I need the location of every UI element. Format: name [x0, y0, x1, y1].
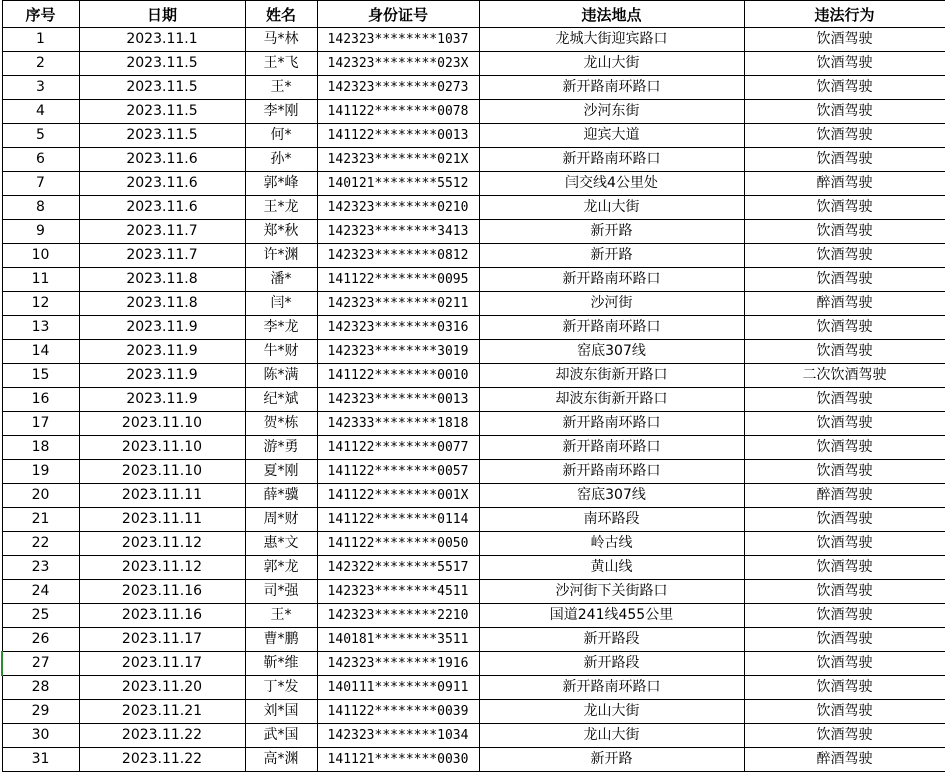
cell-location: 新开路	[479, 748, 744, 772]
cell-violation: 饮酒驾驶	[744, 724, 945, 748]
cell-location: 窑底307线	[479, 340, 744, 364]
cell-violation: 饮酒驾驶	[744, 700, 945, 724]
table-row	[2, 316, 945, 340]
cell-date: 2023.11.10	[79, 412, 245, 436]
cell-violation: 饮酒驾驶	[744, 268, 945, 292]
header-cell-index: 序号	[2, 1, 79, 28]
header-row	[2, 1, 945, 28]
cell-id-number: 141122********0050	[317, 532, 479, 556]
cell-index: 11	[2, 268, 79, 292]
cell-id-number: 142323********0211	[317, 292, 479, 316]
cell-index: 26	[2, 628, 79, 652]
cell-violation: 饮酒驾驶	[744, 220, 945, 244]
cell-violation: 饮酒驾驶	[744, 148, 945, 172]
cell-index: 8	[2, 196, 79, 220]
cell-id-number: 141122********0010	[317, 364, 479, 388]
cell-id-number: 141122********0057	[317, 460, 479, 484]
cell-violation: 饮酒驾驶	[744, 604, 945, 628]
table-row	[2, 220, 945, 244]
cell-date: 2023.11.5	[79, 76, 245, 100]
table-row	[2, 244, 945, 268]
table-row	[2, 556, 945, 580]
cell-name: 孙*	[245, 148, 317, 172]
cell-location: 龙山大街	[479, 724, 744, 748]
cell-violation: 饮酒驾驶	[744, 652, 945, 676]
table-row	[2, 172, 945, 196]
cell-location: 龙山大街	[479, 196, 744, 220]
cell-index: 28	[2, 676, 79, 700]
cell-id-number: 142333********1818	[317, 412, 479, 436]
cell-name: 许*渊	[245, 244, 317, 268]
cell-name: 马*林	[245, 28, 317, 52]
cell-date: 2023.11.21	[79, 700, 245, 724]
cell-violation: 饮酒驾驶	[744, 316, 945, 340]
cell-location: 新开路段	[479, 628, 744, 652]
header-cell-violation: 违法行为	[744, 1, 945, 28]
cell-name: 郑*秋	[245, 220, 317, 244]
cell-index: 6	[2, 148, 79, 172]
cell-id-number: 141122********0078	[317, 100, 479, 124]
cell-id-number: 142323********2210	[317, 604, 479, 628]
table-row	[2, 580, 945, 604]
header-cell-location: 违法地点	[479, 1, 744, 28]
cell-location: 新开路	[479, 220, 744, 244]
header-cell-name: 姓名	[245, 1, 317, 28]
cell-id-number: 142323********0210	[317, 196, 479, 220]
cell-violation: 醉酒驾驶	[744, 748, 945, 772]
cell-location: 新开路南环路口	[479, 436, 744, 460]
table-row	[2, 292, 945, 316]
table-row	[2, 124, 945, 148]
cell-violation: 饮酒驾驶	[744, 340, 945, 364]
cell-location: 窑底307线	[479, 484, 744, 508]
cell-date: 2023.11.6	[79, 172, 245, 196]
cell-date: 2023.11.10	[79, 436, 245, 460]
cell-id-number: 141122********0095	[317, 268, 479, 292]
cell-location: 新开路南环路口	[479, 316, 744, 340]
cell-date: 2023.11.22	[79, 748, 245, 772]
cell-id-number: 142323********023X	[317, 52, 479, 76]
cell-name: 王*龙	[245, 196, 317, 220]
cell-name: 刘*国	[245, 700, 317, 724]
cell-id-number: 141122********001X	[317, 484, 479, 508]
cell-name: 李*刚	[245, 100, 317, 124]
cell-violation: 饮酒驾驶	[744, 628, 945, 652]
cell-violation: 饮酒驾驶	[744, 508, 945, 532]
header-cell-date: 日期	[79, 1, 245, 28]
cell-violation: 饮酒驾驶	[744, 556, 945, 580]
table-row	[2, 28, 945, 52]
cell-index: 17	[2, 412, 79, 436]
cell-index: 1	[2, 28, 79, 52]
cell-date: 2023.11.20	[79, 676, 245, 700]
cell-violation: 饮酒驾驶	[744, 532, 945, 556]
table-row	[2, 388, 945, 412]
cell-id-number: 141122********0077	[317, 436, 479, 460]
cell-violation: 饮酒驾驶	[744, 412, 945, 436]
cell-violation: 饮酒驾驶	[744, 244, 945, 268]
cell-violation: 二次饮酒驾驶	[744, 364, 945, 388]
cell-name: 游*勇	[245, 436, 317, 460]
table-row	[2, 340, 945, 364]
cell-name: 闫*	[245, 292, 317, 316]
cell-id-number: 140121********5512	[317, 172, 479, 196]
cell-index: 7	[2, 172, 79, 196]
cell-date: 2023.11.9	[79, 388, 245, 412]
cell-location: 黄山线	[479, 556, 744, 580]
cell-name: 王*	[245, 76, 317, 100]
cell-id-number: 141122********0114	[317, 508, 479, 532]
cell-date: 2023.11.6	[79, 148, 245, 172]
cell-index: 4	[2, 100, 79, 124]
cell-violation: 饮酒驾驶	[744, 388, 945, 412]
table-row	[2, 364, 945, 388]
cell-id-number: 142323********1916	[317, 652, 479, 676]
cell-id-number: 141121********0030	[317, 748, 479, 772]
cell-name: 曹*鹏	[245, 628, 317, 652]
cell-location: 沙河街下关街路口	[479, 580, 744, 604]
cell-name: 何*	[245, 124, 317, 148]
cell-location: 龙山大街	[479, 52, 744, 76]
cell-violation: 饮酒驾驶	[744, 100, 945, 124]
cell-location: 却波东街新开路口	[479, 364, 744, 388]
cell-violation: 饮酒驾驶	[744, 436, 945, 460]
cell-id-number: 140181********3511	[317, 628, 479, 652]
cell-name: 郭*龙	[245, 556, 317, 580]
cell-id-number: 142323********0273	[317, 76, 479, 100]
cell-name: 周*财	[245, 508, 317, 532]
cell-date: 2023.11.16	[79, 604, 245, 628]
table-row	[2, 676, 945, 700]
table-row	[2, 700, 945, 724]
cell-violation: 饮酒驾驶	[744, 196, 945, 220]
cell-name: 司*强	[245, 580, 317, 604]
cell-date: 2023.11.7	[79, 244, 245, 268]
cell-index: 13	[2, 316, 79, 340]
cell-id-number: 142323********3413	[317, 220, 479, 244]
cell-date: 2023.11.22	[79, 724, 245, 748]
violations-table	[1, 0, 945, 772]
cell-location: 却波东街新开路口	[479, 388, 744, 412]
cell-name: 李*龙	[245, 316, 317, 340]
cell-index: 14	[2, 340, 79, 364]
cell-id-number: 142323********1034	[317, 724, 479, 748]
cell-index: 20	[2, 484, 79, 508]
cell-index: 18	[2, 436, 79, 460]
cell-index: 9	[2, 220, 79, 244]
cell-id-number: 142323********4511	[317, 580, 479, 604]
cell-date: 2023.11.7	[79, 220, 245, 244]
table-row	[2, 460, 945, 484]
cell-location: 国道241线455公里	[479, 604, 744, 628]
table-row	[2, 484, 945, 508]
cell-location: 岭古线	[479, 532, 744, 556]
cell-index: 5	[2, 124, 79, 148]
cell-name: 薛*骥	[245, 484, 317, 508]
table-row	[2, 52, 945, 76]
cell-location: 新开路南环路口	[479, 676, 744, 700]
cell-name: 武*国	[245, 724, 317, 748]
table-row	[2, 268, 945, 292]
cell-location: 新开路南环路口	[479, 76, 744, 100]
cell-location: 龙城大街迎宾路口	[479, 28, 744, 52]
cell-index: 12	[2, 292, 79, 316]
table-row	[2, 412, 945, 436]
cell-violation: 醉酒驾驶	[744, 292, 945, 316]
cell-id-number: 142323********021X	[317, 148, 479, 172]
table-row	[2, 604, 945, 628]
cell-violation: 醉酒驾驶	[744, 484, 945, 508]
cell-name: 靳*维	[245, 652, 317, 676]
cell-location: 迎宾大道	[479, 124, 744, 148]
cell-date: 2023.11.6	[79, 196, 245, 220]
cell-index: 2	[2, 52, 79, 76]
table-row	[2, 148, 945, 172]
cell-date: 2023.11.5	[79, 124, 245, 148]
cell-index: 30	[2, 724, 79, 748]
cell-date: 2023.11.16	[79, 580, 245, 604]
cell-index: 10	[2, 244, 79, 268]
cell-index: 23	[2, 556, 79, 580]
cell-violation: 饮酒驾驶	[744, 580, 945, 604]
cell-location: 沙河东街	[479, 100, 744, 124]
cell-date: 2023.11.8	[79, 268, 245, 292]
cell-date: 2023.11.5	[79, 52, 245, 76]
cell-date: 2023.11.8	[79, 292, 245, 316]
cell-location: 新开路南环路口	[479, 148, 744, 172]
cell-date: 2023.11.11	[79, 508, 245, 532]
cell-location: 新开路	[479, 244, 744, 268]
cell-violation: 饮酒驾驶	[744, 676, 945, 700]
cell-date: 2023.11.10	[79, 460, 245, 484]
cell-index: 24	[2, 580, 79, 604]
table-row	[2, 724, 945, 748]
cell-violation: 饮酒驾驶	[744, 28, 945, 52]
cell-location: 龙山大街	[479, 700, 744, 724]
cell-index: 3	[2, 76, 79, 100]
cell-date: 2023.11.9	[79, 340, 245, 364]
cell-id-number: 142323********0812	[317, 244, 479, 268]
cell-location: 闫交线4公里处	[479, 172, 744, 196]
table-row	[2, 508, 945, 532]
cell-id-number: 142322********5517	[317, 556, 479, 580]
cell-id-number: 142323********0316	[317, 316, 479, 340]
table-row	[2, 436, 945, 460]
cell-date: 2023.11.11	[79, 484, 245, 508]
table-row	[2, 532, 945, 556]
cell-location: 南环路段	[479, 508, 744, 532]
cell-id-number: 141122********0039	[317, 700, 479, 724]
cell-name: 王*	[245, 604, 317, 628]
table-row	[2, 196, 945, 220]
cell-name: 陈*满	[245, 364, 317, 388]
cell-index: 15	[2, 364, 79, 388]
cell-index: 21	[2, 508, 79, 532]
cell-location: 新开路南环路口	[479, 268, 744, 292]
cell-id-number: 140111********0911	[317, 676, 479, 700]
cell-index: 31	[2, 748, 79, 772]
cell-date: 2023.11.17	[79, 628, 245, 652]
cell-index: 29	[2, 700, 79, 724]
cell-id-number: 142323********1037	[317, 28, 479, 52]
cell-index: 27	[2, 652, 79, 676]
cell-name: 高*渊	[245, 748, 317, 772]
cell-name: 惠*文	[245, 532, 317, 556]
cell-name: 丁*发	[245, 676, 317, 700]
cell-id-number: 142323********0013	[317, 388, 479, 412]
cell-index: 25	[2, 604, 79, 628]
cell-violation: 饮酒驾驶	[744, 76, 945, 100]
cell-location: 新开路南环路口	[479, 412, 744, 436]
header-cell-id-number: 身份证号	[317, 1, 479, 28]
cell-violation: 饮酒驾驶	[744, 460, 945, 484]
cell-index: 19	[2, 460, 79, 484]
cell-name: 纪*斌	[245, 388, 317, 412]
cell-index: 16	[2, 388, 79, 412]
cell-violation: 醉酒驾驶	[744, 172, 945, 196]
cell-date: 2023.11.9	[79, 364, 245, 388]
cell-name: 郭*峰	[245, 172, 317, 196]
cell-name: 牛*财	[245, 340, 317, 364]
cell-date: 2023.11.12	[79, 556, 245, 580]
cell-name: 王*飞	[245, 52, 317, 76]
cell-location: 新开路段	[479, 652, 744, 676]
cell-name: 夏*刚	[245, 460, 317, 484]
cell-date: 2023.11.1	[79, 28, 245, 52]
table-row	[2, 76, 945, 100]
cell-id-number: 141122********0013	[317, 124, 479, 148]
cell-date: 2023.11.5	[79, 100, 245, 124]
cell-date: 2023.11.12	[79, 532, 245, 556]
cell-name: 贺*栋	[245, 412, 317, 436]
cell-date: 2023.11.9	[79, 316, 245, 340]
cell-id-number: 142323********3019	[317, 340, 479, 364]
cell-index: 22	[2, 532, 79, 556]
table-row	[2, 628, 945, 652]
cell-violation: 饮酒驾驶	[744, 124, 945, 148]
table-row	[2, 652, 945, 676]
cell-location: 新开路南环路口	[479, 460, 744, 484]
cell-violation: 饮酒驾驶	[744, 52, 945, 76]
table-row	[2, 100, 945, 124]
table-row	[2, 748, 945, 772]
cell-location: 沙河街	[479, 292, 744, 316]
cell-date: 2023.11.17	[79, 652, 245, 676]
cell-name: 潘*	[245, 268, 317, 292]
